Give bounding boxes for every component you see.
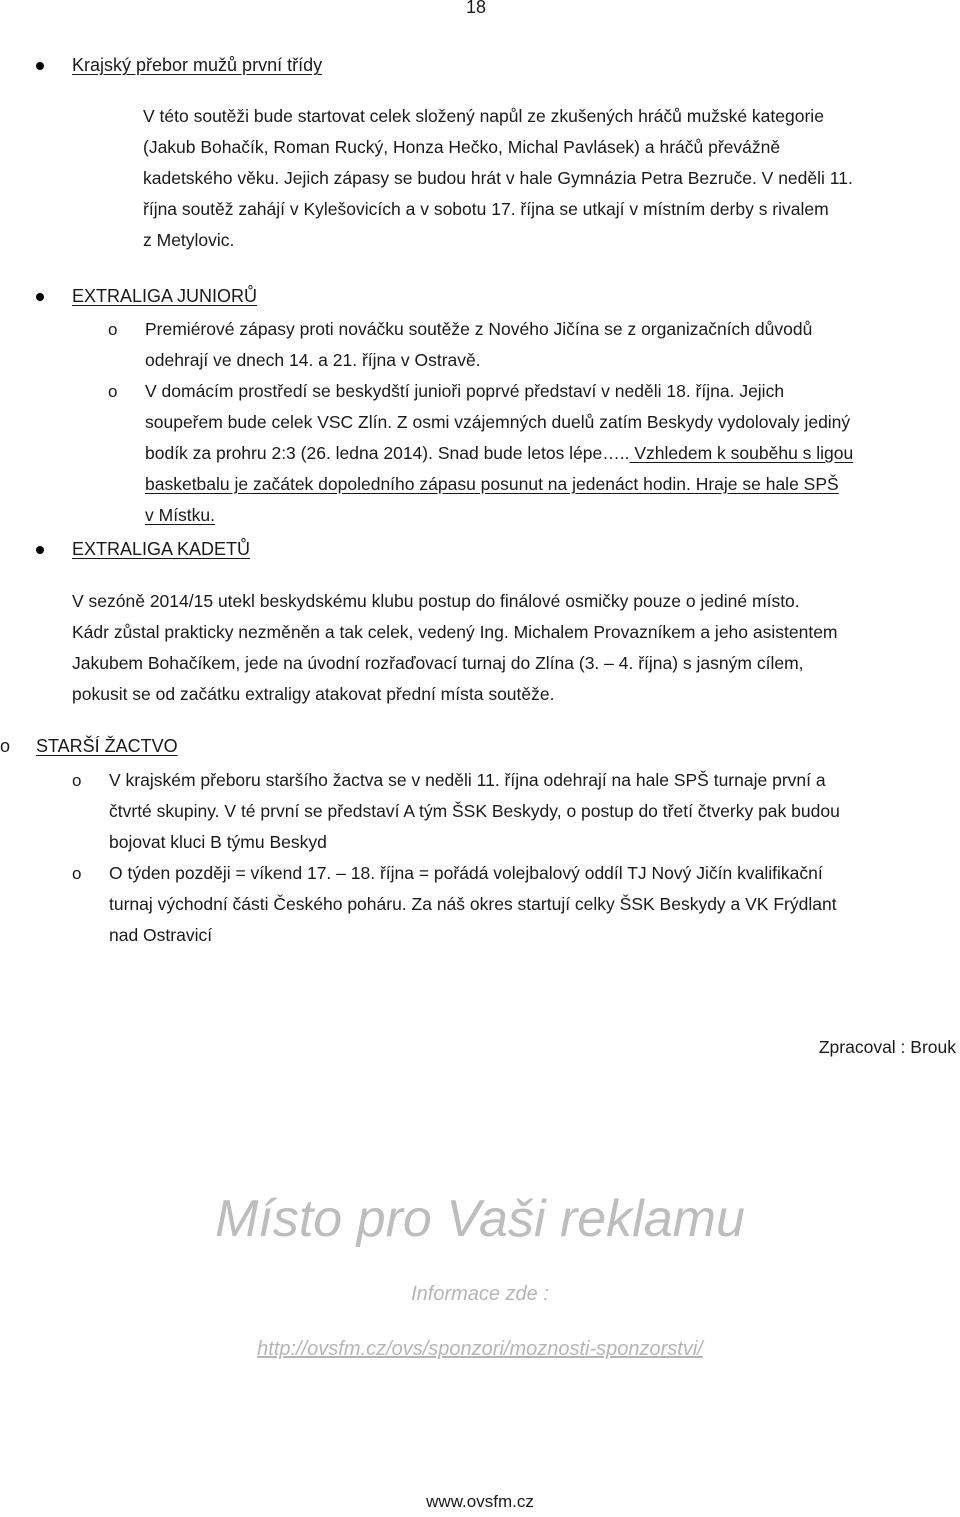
signature: Zpracoval : Brouk [818, 1037, 956, 1057]
text-line: pokusit se od začátku extraligy atakovat přední místa soutěže. [72, 684, 555, 704]
ad-info: Informace zde : [411, 1283, 549, 1305]
circle-bullet-icon: o [72, 771, 82, 790]
bullet-icon [36, 546, 44, 554]
text-line: V domácím prostředí se beskydští junioři poprvé představí v neděli 18. října. Jejich [145, 381, 785, 401]
text-line: V sezóně 2014/15 utekl beskydskému klubu postup do finálové osmičky pouze o jediné místo. [72, 591, 800, 611]
text-line: soupeřem bude celek VSC Zlín. Z osmi vzájemných duelů zatím Beskydy vydolovaly jediný [145, 412, 851, 432]
text-line: nad Ostravicí [109, 925, 213, 945]
text-segment: bodík za prohru 2:3 (26. ledna 2014). Snad bude letos lépe….. [145, 443, 630, 463]
text-line: V krajském přeboru staršího žactva se v neděli 11. října odehrají na hale SPŠ turnaje první a [109, 770, 826, 790]
text-line: Kádr zůstal prakticky nezměněn a tak celek, vedený Ing. Michalem Provazníkem a jeho asistentem [72, 622, 838, 642]
circle-bullet-icon: o [108, 382, 118, 401]
text-line: O týden později = víkend 17. – 18. října = pořádá volejbalový oddíl TJ Nový Jičín kvalifikační [109, 863, 823, 883]
page-number: 18 [466, 0, 487, 17]
underlined-segment: Vzhledem k souběhu s ligou [629, 443, 854, 463]
section-heading-krajsky-prebor: Krajský přebor mužů první třídy [72, 55, 323, 75]
ad-title: Místo pro Vaši reklamu [215, 1190, 745, 1248]
section-kadeti-text [72, 586, 838, 710]
zactvo-item-2 [109, 858, 837, 951]
ad-link[interactable]: http://ovsfm.cz/ovs/sponzori/moznosti-sponzorstvi/ [257, 1338, 703, 1360]
text-line: Jakubem Bohačíkem, jede na úvodní rozřaďovací turnaj do Zlína (3. – 4. října) s jasným cílem, [72, 653, 804, 673]
circle-bullet-icon: o [72, 864, 82, 883]
text-line: V této soutěži bude startovat celek složený napůl ze zkušených hráčů mužské kategorie [143, 106, 824, 126]
bullet-icon [36, 293, 44, 301]
text-line-underlined: v Místku. [145, 505, 216, 525]
juniors-item-2 [145, 376, 853, 531]
text-line [145, 438, 853, 469]
zactvo-item-1 [109, 765, 840, 858]
text-line: odehrají ve dnech 14. a 21. října v Ostravě. [145, 350, 481, 370]
text-line: z Metylovic. [143, 230, 235, 250]
section-heading-starsi-zactvo: STARŠÍ ŽACTVO [36, 736, 178, 756]
text-line: října soutěž zahájí v Kylešovicích a v sobotu 17. října se utkají v místním derby s rivalem [143, 199, 829, 219]
juniors-item-1 [145, 314, 812, 376]
text-line: kadetského věku. Jejich zápasy se budou hrát v hale Gymnázia Petra Bezruče. V neděli 11. [143, 168, 853, 188]
text-line: čtvrté skupiny. V té první se představí A tým ŠSK Beskydy, o postup do třetí čtverky pak budou [109, 801, 840, 821]
section-krajsky-prebor-text [143, 101, 853, 256]
circle-bullet-icon: o [0, 736, 11, 756]
text-line: turnaj východní části Českého poháru. Za náš okres startují celky ŠSK Beskydy a VK Frýdlant [109, 894, 837, 914]
text-line: Premiérové zápasy proti nováčku soutěže z Nového Jičína se z organizačních důvodů [145, 319, 813, 339]
circle-bullet-icon: o [108, 320, 118, 339]
text-line: bojovat kluci B týmu Beskyd [109, 832, 327, 852]
text-line-underlined: basketbalu je začátek dopoledního zápasu posunut na jedenáct hodin. Hraje se hale SPŠ [145, 474, 839, 494]
bullet-icon [36, 62, 44, 70]
footer-url[interactable]: www.ovsfm.cz [426, 1492, 534, 1511]
section-heading-extraliga-kadetu: EXTRALIGA KADETŮ [72, 539, 251, 559]
text-line: (Jakub Bohačík, Roman Rucký, Honza Hečko, Michal Pavlásek) a hráčů převážně [143, 137, 781, 157]
section-heading-extraliga-junioru: EXTRALIGA JUNIORŮ [72, 286, 258, 306]
